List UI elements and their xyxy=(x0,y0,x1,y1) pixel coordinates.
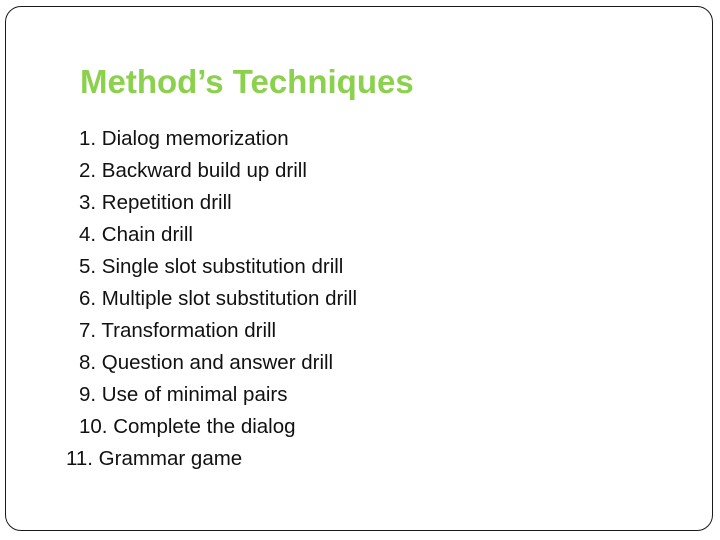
list-item: 3. Repetition drill xyxy=(79,191,232,214)
list-item: 1. Dialog memorization xyxy=(79,127,289,150)
list-item: 11. Grammar game xyxy=(66,447,243,470)
technique-list xyxy=(66,123,357,475)
list-item: 8. Question and answer drill xyxy=(79,351,334,374)
list-item: 10. Complete the dialog xyxy=(79,415,296,438)
list-item: 9. Use of minimal pairs xyxy=(79,383,288,406)
list-item: 4. Chain drill xyxy=(79,223,193,246)
list-item: 5. Single slot substitution drill xyxy=(79,255,344,278)
list-item: 6. Multiple slot substitution drill xyxy=(79,287,358,310)
slide-title: Method’s Techniques xyxy=(80,63,414,100)
list-item: 7. Transformation drill xyxy=(79,319,277,342)
list-item: 2. Backward build up drill xyxy=(79,159,307,182)
